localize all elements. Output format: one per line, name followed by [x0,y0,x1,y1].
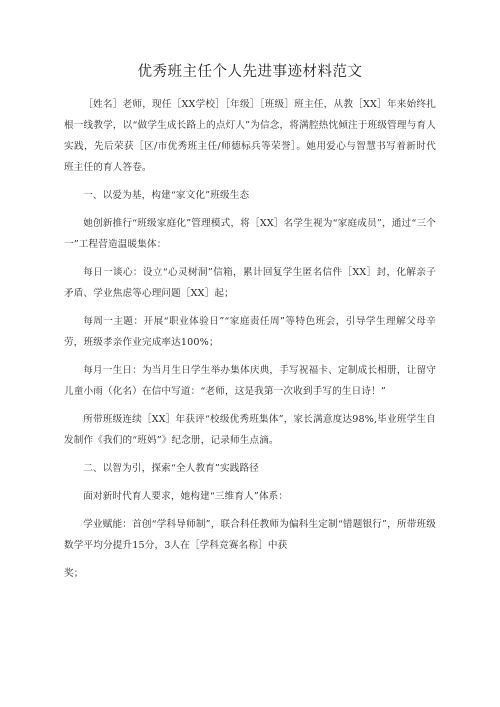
intro-paragraph: ［姓名］老师，现任［XX学校］［年级］［班级］班主任，从教［XX］年来始终扎根一线教学，以“做学生成长路上的点灯人”为信念，将满腔热忱倾注于班级管理与育人实践，先后荣获［区/市优秀班主任/师德标兵等荣誉］。她用爱心与智慧书写着新时代班主任的育人答卷。 [64,99,436,173]
body-paragraph: 每月一生日：为当月生日学生举办集体庆典，手写祝福卡、定制成长相册，让留守儿童小雨（化名）在信中写道：“老师，这是我第一次收到手写的生日诗！” [64,365,436,397]
section-heading-2: 二、以智为引，探索“全人教育”实践路径 [83,463,259,474]
section-heading-1: 一、以爱为基，构建“家文化”班级生态 [83,190,250,201]
body-paragraph: 学业赋能：首创“学科导师制”，联合科任教师为偏科生定制“错题银行”，所带班级数学平均分提升15分，3人在［学科竞赛名称］中获 [64,519,436,551]
body-paragraph: 每日一谈心：设立“心灵树洞”信箱，累计回复学生匿名信件［XX］封，化解亲子矛盾、学业焦虑等心理问题［XX］起； [64,267,436,299]
body-paragraph: 她创新推行“班级家庭化”管理模式，将［XX］名学生视为“家庭成员”，通过“三个一”工程营造温暖集体： [64,218,436,250]
document-title: 优秀班主任个人先进事迹材料范文 [137,64,363,80]
body-paragraph-continuation: 奖； [64,568,84,579]
body-paragraph: 面对新时代育人要求，她构建“三维育人”体系： [83,491,289,502]
body-paragraph: 所带班级连续［XX］年获评“校级优秀班集体”，家长满意度达98%,毕业班学生自发制作《我们的“班妈”》纪念册，记录师生点滴。 [64,414,436,446]
body-paragraph: 每周一主题：开展“职业体验日”“家庭责任周”等特色班会，引导学生理解父母辛劳，班级孝亲作业完成率达100%； [64,316,436,348]
